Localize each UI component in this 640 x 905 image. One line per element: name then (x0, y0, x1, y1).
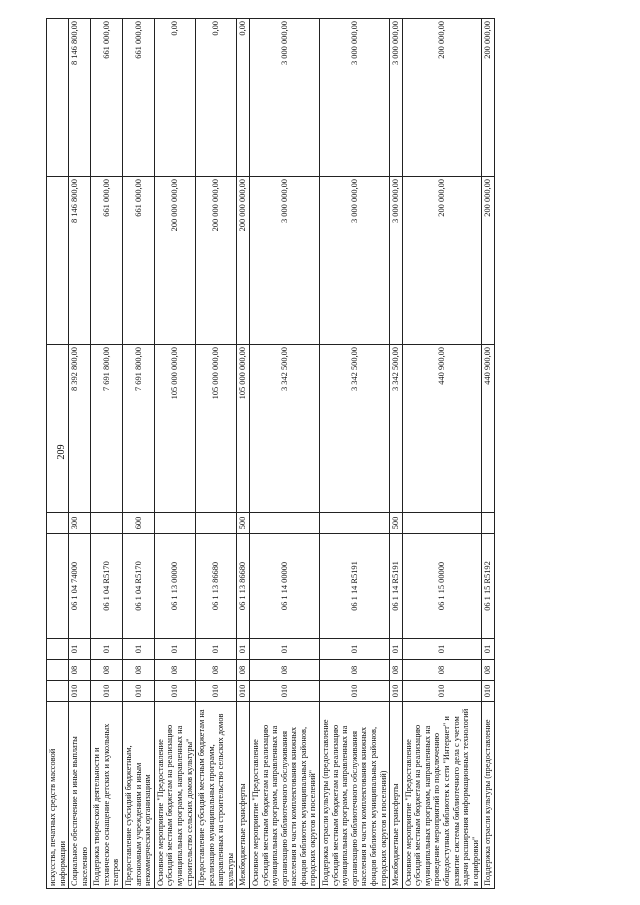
row-section-cell: 08 (69, 660, 91, 681)
row-amount-year2-cell: 3 000 000,00 (320, 177, 390, 345)
row-amount-year2-cell: 200 000 000,00 (154, 177, 195, 345)
row-amount-year3-cell: 661 000,00 (123, 19, 155, 177)
row-target-article-cell (47, 534, 69, 639)
row-amount-year1-cell: 7 691 800,00 (91, 345, 123, 513)
table-row (123, 19, 155, 889)
row-amount-year1-cell: 440 900,00 (402, 345, 482, 513)
table-row (196, 19, 237, 889)
row-target-article-cell: 06 1 13 86680 (237, 534, 250, 639)
row-amount-year2-cell: 200 000 000,00 (237, 177, 250, 345)
table-row (320, 19, 390, 889)
row-amount-year3-cell: 0,00 (196, 19, 237, 177)
row-section-cell: 08 (482, 660, 495, 681)
row-expense-type-cell (402, 513, 482, 534)
row-amount-year3-cell: 200 000,00 (402, 19, 482, 177)
row-subsection-cell: 01 (154, 639, 195, 660)
row-amount-year2-cell: 3 000 000,00 (390, 177, 403, 345)
row-section-cell: 08 (196, 660, 237, 681)
row-grbs-cell: 010 (237, 681, 250, 702)
row-amount-year2-cell: 200 000,00 (482, 177, 495, 345)
row-name-cell: Межбюджетные трансферты (237, 702, 250, 889)
row-subsection-cell: 01 (69, 639, 91, 660)
row-section-cell (47, 660, 69, 681)
table-row (390, 19, 403, 889)
row-section-cell: 08 (123, 660, 155, 681)
row-amount-year2-cell: 200 000 000,00 (196, 177, 237, 345)
row-amount-year3-cell: 0,00 (154, 19, 195, 177)
row-expense-type-cell (482, 513, 495, 534)
row-amount-year1-cell: 3 342 500,00 (320, 345, 390, 513)
table-row (249, 19, 319, 889)
row-name-cell: искусства, печатных средств массовой информации (47, 702, 69, 889)
row-target-article-cell: 06 1 14 00000 (249, 534, 319, 639)
page-number: 209 (56, 444, 67, 460)
rotated-table-container (46, 19, 594, 889)
row-amount-year3-cell (47, 19, 69, 177)
row-grbs-cell: 010 (91, 681, 123, 702)
row-amount-year3-cell: 661 000,00 (91, 19, 123, 177)
row-amount-year2-cell: 200 000,00 (402, 177, 482, 345)
row-expense-type-cell: 500 (390, 513, 403, 534)
row-name-cell: Поддержка творческой деятельности и техническое оснащение детских и кукольных театров (91, 702, 123, 889)
table-row (91, 19, 123, 889)
row-grbs-cell: 010 (196, 681, 237, 702)
row-amount-year3-cell: 8 146 800,00 (69, 19, 91, 177)
row-section-cell: 08 (320, 660, 390, 681)
table-row (402, 19, 482, 889)
row-subsection-cell: 01 (320, 639, 390, 660)
row-amount-year2-cell: 3 000 000,00 (249, 177, 319, 345)
row-name-cell: Основное мероприятие "Предоставление субсидий местным бюджетам на реализацию муниципальных программ, направленных на строительство сельских домов культуры" (154, 702, 195, 889)
row-expense-type-cell (154, 513, 195, 534)
row-target-article-cell: 06 1 13 86680 (196, 534, 237, 639)
row-subsection-cell: 01 (123, 639, 155, 660)
row-target-article-cell: 06 1 13 00000 (154, 534, 195, 639)
row-target-article-cell: 06 1 14 R5191 (390, 534, 403, 639)
row-expense-type-cell (91, 513, 123, 534)
row-expense-type-cell: 300 (69, 513, 91, 534)
row-subsection-cell: 01 (249, 639, 319, 660)
row-grbs-cell: 010 (482, 681, 495, 702)
row-amount-year2-cell: 661 000,00 (123, 177, 155, 345)
row-amount-year1-cell: 3 342 500,00 (249, 345, 319, 513)
row-amount-year1-cell (47, 345, 69, 513)
row-amount-year3-cell: 3 000 000,00 (249, 19, 319, 177)
row-subsection-cell (47, 639, 69, 660)
row-grbs-cell (47, 681, 69, 702)
row-target-article-cell: 06 1 04 R5170 (123, 534, 155, 639)
row-subsection-cell: 01 (196, 639, 237, 660)
row-name-cell: Поддержка отрасли культуры (предоставление субсидий местным бюджетам на реализацию муниципальных программ, направленных на организацию библиотечного обслуживания населения в части комплектования книжных фондов библиотек муниципальных районов, городских округов и поселений) (320, 702, 390, 889)
row-amount-year1-cell: 7 691 800,00 (123, 345, 155, 513)
row-name-cell: Социальное обеспечение и иные выплаты населению (69, 702, 91, 889)
row-amount-year1-cell: 440 900,00 (482, 345, 495, 513)
row-section-cell: 08 (154, 660, 195, 681)
row-amount-year1-cell: 105 000 000,00 (196, 345, 237, 513)
row-amount-year1-cell: 105 000 000,00 (237, 345, 250, 513)
row-subsection-cell: 01 (402, 639, 482, 660)
row-grbs-cell: 010 (320, 681, 390, 702)
row-target-article-cell: 06 1 14 R5191 (320, 534, 390, 639)
row-grbs-cell: 010 (390, 681, 403, 702)
row-grbs-cell: 010 (69, 681, 91, 702)
row-target-article-cell: 06 1 15 00000 (402, 534, 482, 639)
row-name-cell: Основное мероприятие "Предоставление субсидий местным бюджетам на реализацию муниципальных программ, направленных на проведение мероприятий по подключению общедоступных библиотек к сети "Интернет" и развитие системы библиотечного дела с учетом задачи расширения информационных технологий и оцифровки" (402, 702, 482, 889)
row-expense-type-cell (47, 513, 69, 534)
budget-table (46, 18, 495, 889)
row-amount-year3-cell: 3 000 000,00 (390, 19, 403, 177)
row-expense-type-cell (196, 513, 237, 534)
row-name-cell: Основное мероприятие "Предоставление субсидий местным бюджетам на реализацию муниципальных программ, направленных на организацию библиотечного обслуживания населения в части комплектования книжных фондов библиотек муниципальных районов, городских округов и поселений" (249, 702, 319, 889)
row-target-article-cell: 06 1 04 R5170 (91, 534, 123, 639)
row-section-cell: 08 (390, 660, 403, 681)
row-subsection-cell: 01 (482, 639, 495, 660)
table-row (154, 19, 195, 889)
row-grbs-cell: 010 (249, 681, 319, 702)
row-amount-year2-cell: 661 000,00 (91, 177, 123, 345)
row-grbs-cell: 010 (402, 681, 482, 702)
table-row (69, 19, 91, 889)
table-row (47, 19, 69, 889)
row-target-article-cell: 06 1 15 R5192 (482, 534, 495, 639)
row-amount-year3-cell: 0,00 (237, 19, 250, 177)
row-name-cell: Предоставление субсидий бюджетным, автономным учреждениям и иным некоммерческим организациям (123, 702, 155, 889)
table-body (47, 19, 495, 889)
row-target-article-cell: 06 1 04 74000 (69, 534, 91, 639)
table-row (237, 19, 250, 889)
row-expense-type-cell: 500 (237, 513, 250, 534)
row-amount-year3-cell: 200 000,00 (482, 19, 495, 177)
row-name-cell: Межбюджетные трансферты (390, 702, 403, 889)
row-subsection-cell: 01 (91, 639, 123, 660)
row-amount-year1-cell: 3 342 500,00 (390, 345, 403, 513)
row-expense-type-cell: 600 (123, 513, 155, 534)
row-amount-year1-cell: 8 392 800,00 (69, 345, 91, 513)
row-name-cell: Поддержка отрасли культуры (предоставление (482, 702, 495, 889)
row-section-cell: 08 (91, 660, 123, 681)
row-section-cell: 08 (249, 660, 319, 681)
row-section-cell: 08 (237, 660, 250, 681)
row-name-cell: Предоставление субсидий местным бюджетам на реализацию муниципальных программ, направленных на строительство сельских домов культуры (196, 702, 237, 889)
row-amount-year1-cell: 105 000 000,00 (154, 345, 195, 513)
row-subsection-cell: 01 (237, 639, 250, 660)
row-amount-year2-cell: 8 146 800,00 (69, 177, 91, 345)
row-expense-type-cell (249, 513, 319, 534)
row-expense-type-cell (320, 513, 390, 534)
row-subsection-cell: 01 (390, 639, 403, 660)
row-amount-year2-cell (47, 177, 69, 345)
row-amount-year3-cell: 3 000 000,00 (320, 19, 390, 177)
row-grbs-cell: 010 (154, 681, 195, 702)
row-section-cell: 08 (402, 660, 482, 681)
row-grbs-cell: 010 (123, 681, 155, 702)
table-row (482, 19, 495, 889)
